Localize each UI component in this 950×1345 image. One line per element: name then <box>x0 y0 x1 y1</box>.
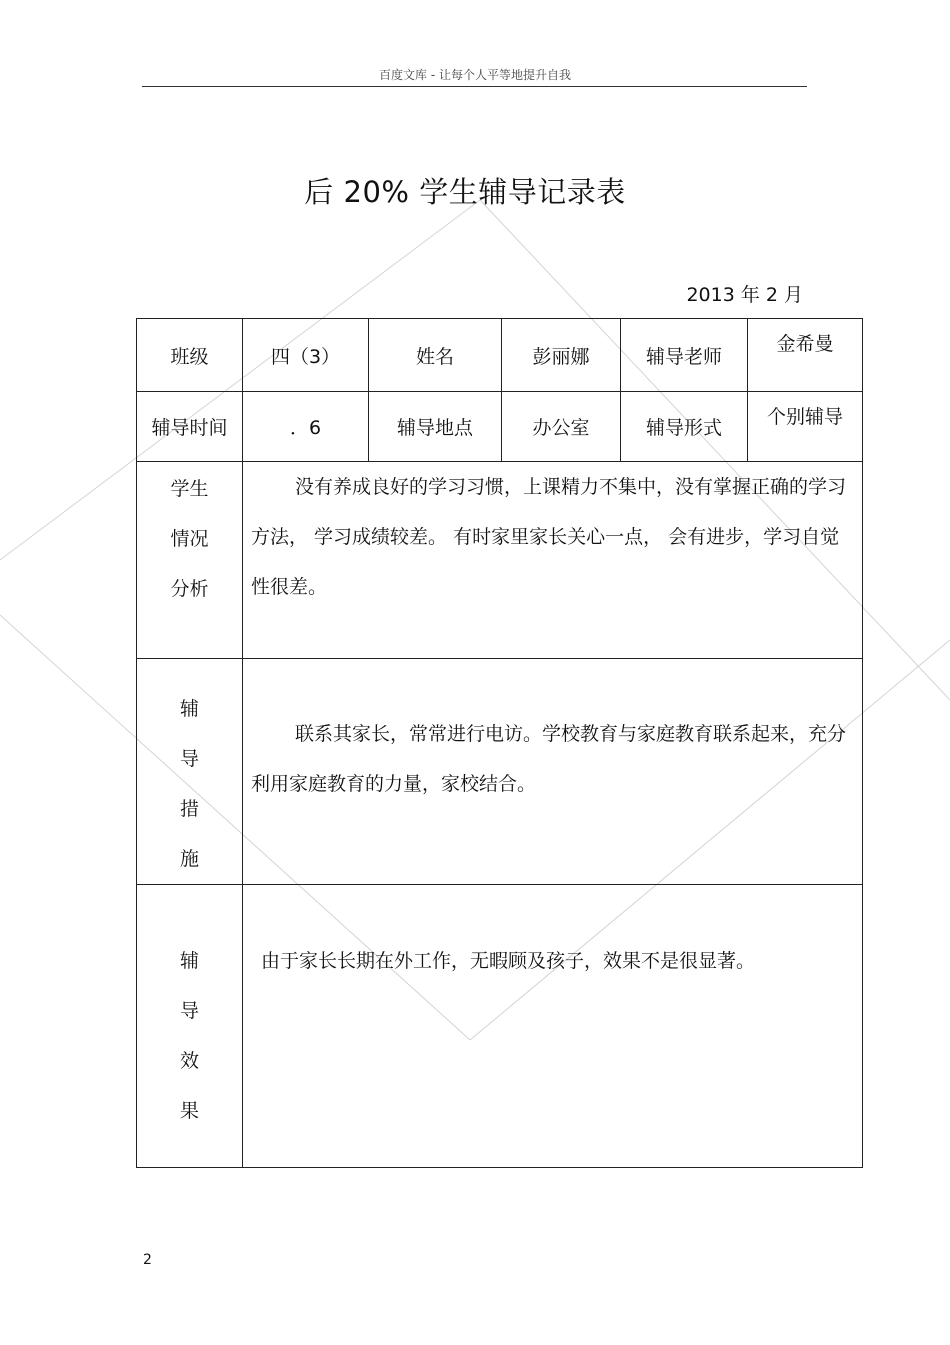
analysis-row <box>137 462 863 659</box>
measures-text-cell <box>243 659 863 885</box>
time-label: 辅导时间 <box>137 392 243 462</box>
effect-text: 由于家长长期在外工作，无暇顾及孩子，效果不是很显著。 <box>261 950 756 972</box>
form-value: 个别辅导 <box>748 392 863 462</box>
tutoring-record-table <box>136 318 863 1168</box>
document-date: 2013 年 2 月 <box>686 284 803 306</box>
analysis-label-line: 情况 <box>170 528 209 550</box>
analysis-label-line: 学生 <box>170 478 209 500</box>
student-name-value: 彭丽娜 <box>502 319 621 392</box>
effect-label <box>137 885 243 1168</box>
page-header: 百度文库 - 让每个人平等地提升自我 <box>379 68 571 82</box>
page-number: 2 <box>143 1252 152 1268</box>
analysis-text: 没有养成良好的学习习惯，上课精力不集中，没有掌握正确的学习方法， 学习成绩较差。 有时家里家长关心一点， 会有进步，学习自觉性很差。 <box>251 476 847 598</box>
measures-label-char: 导 <box>179 748 199 770</box>
header-divider <box>142 86 807 87</box>
form-label: 辅导形式 <box>621 392 748 462</box>
measures-label <box>137 659 243 885</box>
analysis-label-line: 分析 <box>170 578 209 600</box>
effect-text-cell <box>243 885 863 1168</box>
effect-label-char: 导 <box>179 1000 199 1022</box>
measures-label-char: 辅 <box>179 698 199 720</box>
student-name-label: 姓名 <box>369 319 502 392</box>
analysis-label <box>137 462 243 659</box>
measures-text: 联系其家长，常常进行电访。学校教育与家庭教育联系起来，充分利用家庭教育的力量，家校结合。 <box>251 723 847 795</box>
effect-label-char: 辅 <box>179 950 199 972</box>
effect-label-char: 效 <box>179 1050 199 1072</box>
measures-label-char: 施 <box>179 848 199 870</box>
place-label: 辅导地点 <box>369 392 502 462</box>
class-value: 四（3） <box>243 319 369 392</box>
place-value: 办公室 <box>502 392 621 462</box>
teacher-value: 金希曼 <box>748 319 863 392</box>
teacher-label: 辅导老师 <box>621 319 748 392</box>
effect-row <box>137 885 863 1168</box>
table-row <box>137 319 863 392</box>
measures-row <box>137 659 863 885</box>
class-label: 班级 <box>137 319 243 392</box>
analysis-text-cell <box>243 462 863 659</box>
time-value: ．6 <box>243 392 369 462</box>
table-row <box>137 392 863 462</box>
measures-label-char: 措 <box>179 798 199 820</box>
document-title: 后 20% 学生辅导记录表 <box>304 175 626 209</box>
effect-label-char: 果 <box>179 1100 199 1122</box>
